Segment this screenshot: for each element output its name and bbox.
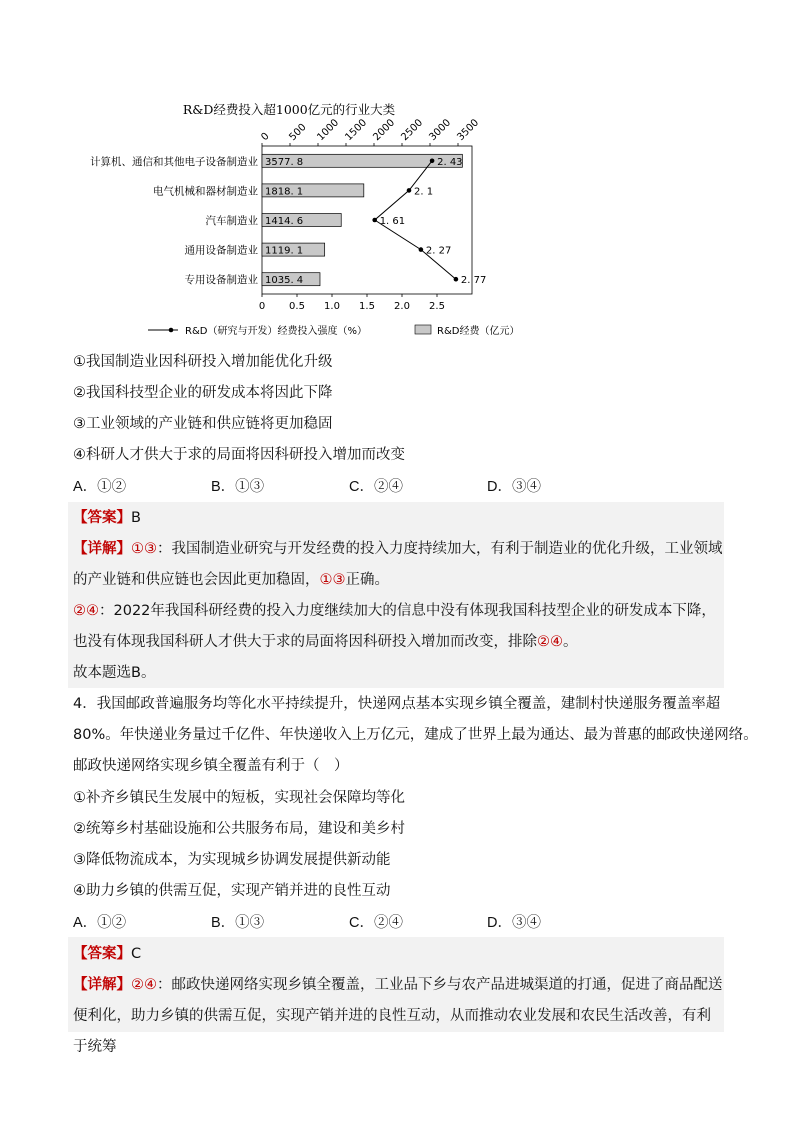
q4-answer-tag: 【答案】 — [73, 946, 131, 962]
intensity-point — [407, 188, 412, 193]
bar-value-label: 1119. 1 — [265, 245, 304, 257]
q4-stem-line-2: 80%。年快递业务量过千亿件、年快递收入上万亿元，建成了世界上最为通达、最为普惠的邮政快递网络。 — [73, 727, 758, 743]
top-axis — [259, 117, 481, 146]
q3-option-b: B．①③ — [211, 479, 265, 495]
category-label: 计算机、通信和其他电子设备制造业 — [90, 155, 258, 168]
intensity-label: 1. 61 — [379, 216, 406, 227]
q4-option-b: B．①③ — [211, 915, 265, 931]
q3-detail-2-end: 。 — [563, 634, 578, 650]
intensity-label: 2. 43 — [437, 156, 463, 168]
intensity-label: 2. 77 — [460, 275, 487, 287]
intensity-label: 2. 1 — [414, 186, 434, 198]
q3-conclusion: 故本题选B。 — [73, 665, 156, 681]
top-tick-label: 2000 — [371, 117, 398, 144]
legend — [148, 324, 519, 337]
top-tick-label: 0 — [259, 130, 272, 144]
q3-detail-2-text: ：2022年我国科研经费的投入力度继续加大的信息中没有体现我国科技型企业的研发成本下降，也没有体现我国科研人才供大于求的局面将因科研投入增加而改变，排除 — [73, 603, 716, 650]
intensity-point — [454, 277, 459, 282]
bar-value-label: 1818. 1 — [265, 186, 304, 198]
bar-value-label: 3577. 8 — [265, 156, 304, 168]
q4-item-3: ③降低物流成本，为实现城乡协调发展提供新动能 — [73, 852, 391, 868]
q4-detail-text: ：邮政快递网络实现乡镇全覆盖，工业品下乡与农产品进城渠道的打通，促进了商品配送便利化，助力乡镇的供需互促，实现产销并进的良性互动，从而推动农业发展和农民生活改善，有利于统筹 — [73, 977, 723, 1055]
legend-bar-label: R&D经费（亿元） — [437, 326, 520, 337]
bottom-tick-label: 0.5 — [289, 301, 305, 312]
top-tick-label: 2500 — [399, 117, 426, 144]
q3-detail-1-mark: ①③ — [319, 572, 346, 588]
bar-value-label: 1414. 6 — [265, 216, 304, 227]
q4-detail-lead: ②④ — [131, 977, 157, 993]
bottom-tick-label: 2.0 — [394, 301, 410, 312]
q4-item-4: ④助力乡镇的供需互促，实现产销并进的良性互动 — [73, 883, 391, 899]
q3-detail-2-mark: ②④ — [537, 634, 563, 650]
intensity-point — [372, 218, 377, 223]
q4-stem-line-1: 4．我国邮政普遍服务均等化水平持续提升，快递网点基本实现乡镇全覆盖，建制村快递服务覆盖率超 — [73, 696, 721, 712]
q3-item-3: ③工业领域的产业链和供应链将更加稳固 — [73, 416, 333, 432]
q3-option-c: C．②④ — [349, 479, 403, 495]
q4-stem-line-3: 邮政快递网络实现乡镇全覆盖有利于（ ） — [73, 758, 349, 774]
q3-detail-1-end: 正确。 — [345, 572, 389, 588]
q4-option-d: D．③④ — [487, 915, 541, 931]
q4-detail-tag: 【详解】 — [73, 977, 131, 993]
q3-item-4: ④科研人才供大于求的局面将因科研投入增加而改变 — [73, 447, 405, 463]
top-tick-label: 3000 — [427, 117, 454, 144]
top-tick-label: 3500 — [455, 117, 482, 144]
q3-detail-tag: 【详解】 — [73, 541, 131, 557]
bottom-tick-label: 2.5 — [429, 301, 445, 312]
legend-line-label: R&D（研究与开发）经费投入强度（%） — [185, 326, 367, 337]
bottom-tick-label: 1.5 — [359, 301, 375, 312]
q3-option-a: A．①② — [73, 479, 127, 495]
q3-detail-2-lead: ②④ — [73, 603, 99, 619]
top-tick-label: 1500 — [343, 117, 370, 144]
category-label: 电气机械和器材制造业 — [153, 185, 258, 198]
q4-item-2: ②统筹乡村基础设施和公共服务布局，建设和美乡村 — [73, 821, 405, 837]
q4-option-a: A．①② — [73, 915, 127, 931]
intensity-label: 2. 27 — [425, 245, 452, 257]
q3-detail-1-lead: ①③ — [131, 541, 157, 557]
q3-item-1: ①我国制造业因科研投入增加能优化升级 — [73, 354, 333, 370]
category-label: 通用设备制造业 — [184, 244, 258, 257]
q3-option-d: D．③④ — [487, 479, 541, 495]
intensity-point — [430, 159, 435, 164]
plot-area — [90, 146, 486, 294]
category-label: 汽车制造业 — [205, 215, 258, 227]
legend-bar-swatch — [415, 325, 431, 334]
top-tick-label: 1000 — [315, 117, 342, 144]
q3-item-2: ②我国科技型企业的研发成本将因此下降 — [73, 385, 333, 401]
q3-detail-1 — [73, 534, 723, 596]
bottom-axis — [259, 294, 445, 312]
top-tick-label: 500 — [287, 121, 309, 144]
q4-detail — [73, 970, 723, 1063]
q3-answer-tag: 【答案】 — [73, 510, 131, 526]
q4-answer-value: C — [131, 946, 142, 962]
category-label: 专用设备制造业 — [184, 274, 258, 287]
intensity-point — [419, 247, 424, 252]
q3-detail-2 — [73, 596, 723, 658]
bottom-tick-label: 0 — [258, 301, 266, 312]
rd-combo-chart — [60, 98, 520, 348]
q3-detail-1-text: ：我国制造业研究与开发经费的投入力度持续加大，有利于制造业的优化升级，工业领域的产业链和供应链也会因此更加稳固， — [73, 541, 723, 588]
chart-title: R&D经费投入超1000亿元的行业大类 — [182, 102, 396, 117]
q4-option-c: C．②④ — [349, 915, 403, 931]
legend-line-marker — [169, 328, 174, 333]
q3-answer — [73, 508, 141, 528]
bottom-tick-label: 1.0 — [324, 301, 340, 312]
q4-answer — [73, 944, 141, 964]
q3-answer-value: B — [131, 510, 141, 526]
bar-value-label: 1035. 4 — [265, 275, 304, 287]
q4-item-1: ①补齐乡镇民生发展中的短板，实现社会保障均等化 — [73, 790, 405, 806]
